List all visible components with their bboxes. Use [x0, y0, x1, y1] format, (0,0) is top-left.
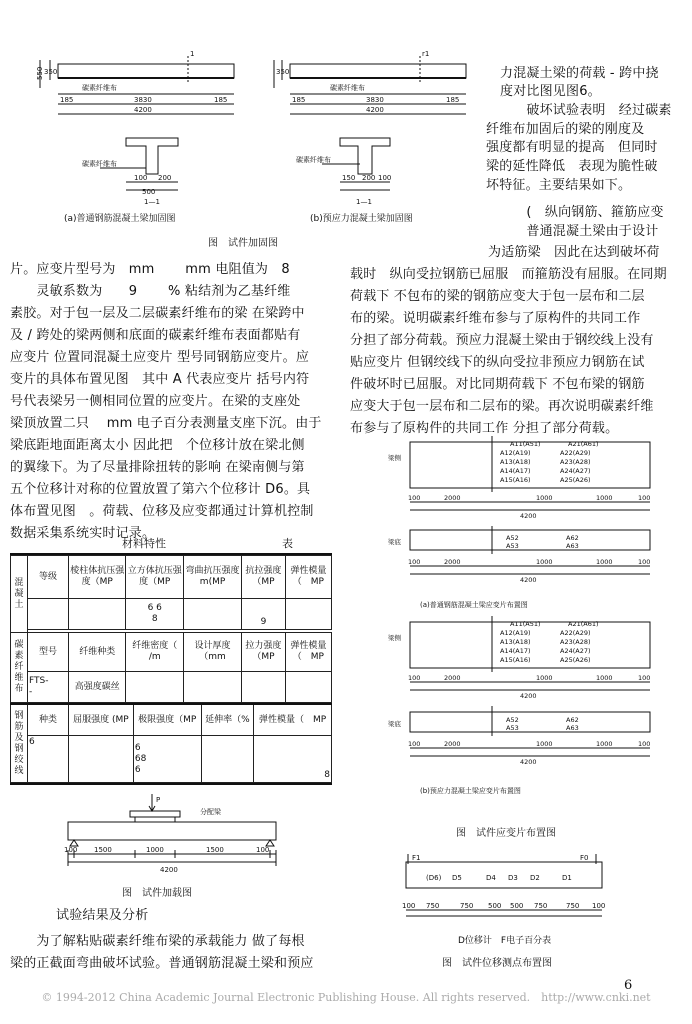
- table-header: 屈服强度 (MP: [69, 704, 134, 736]
- caption-strain-panel-a: (a)普通钢筋混凝土梁应变片布置图: [420, 601, 528, 609]
- dim-label: 750: [534, 902, 548, 910]
- text-line: 强度都有明显的提高 但同时: [486, 140, 658, 155]
- gauge-f1-label: F1: [412, 854, 421, 862]
- figure-displacement: [400, 850, 610, 972]
- dim-label: 100: [638, 674, 651, 682]
- table-cell: 混凝土: [11, 556, 28, 633]
- gauge-label: A24(A27): [560, 467, 591, 475]
- dim-label: 1000: [536, 494, 553, 502]
- text-line: 载时 纵向受拉钢筋已屈服 而箍筋没有屈服。在同期: [350, 267, 667, 282]
- dim-b-185a: 185: [292, 96, 306, 104]
- section-title: 试验结果及分析: [56, 908, 149, 923]
- table-cell: 8: [254, 736, 332, 783]
- gauge-label: A62: [566, 716, 579, 724]
- dim-b-185b: 185: [446, 96, 460, 104]
- text-line: 五个位移计对称的位置放置了第六个位移计 D6。具: [10, 482, 311, 497]
- reinforcement-drawings: [30, 48, 470, 228]
- caption-figure-displacement: 图 试件位移测点布置图: [442, 958, 552, 969]
- dim-a-200: 200: [158, 174, 172, 182]
- text-line: 分担了部分荷载。预应力混凝土梁由于钢绞线上没有: [350, 333, 654, 348]
- text-line: 片。应变片型号为 mm mm 电阻值为 8: [10, 262, 290, 277]
- beam-b-section: [340, 138, 390, 174]
- dim-label: 2000: [444, 558, 461, 566]
- dim-label: 1000: [596, 674, 613, 682]
- cut-mark-a: 1: [190, 50, 195, 58]
- dim-label: 100: [408, 740, 421, 748]
- dim-label: 100: [638, 740, 651, 748]
- table-header: 抗拉强度（MP: [242, 556, 286, 599]
- text-line: 体布置见图 。荷载、位移及应变都通过计算机控制: [10, 504, 314, 519]
- gauge-label: A21(A61): [568, 620, 599, 628]
- text-line: 布参与了原构件的共同工作 分担了部分荷载。: [350, 421, 619, 436]
- gauge-label: A22(A29): [560, 629, 591, 637]
- text-line: 为适筋梁 因此在达到破坏荷: [488, 245, 660, 260]
- gauge-d2-label: D2: [530, 874, 540, 882]
- table-cell: 钢筋及钢绞线: [11, 704, 28, 783]
- dim-b-3830: 3830: [366, 96, 384, 104]
- dim-b-4200: 4200: [366, 106, 384, 114]
- gauge-label: A15(A16): [500, 476, 531, 484]
- displacement-legend: D位移计 F电子百分表: [458, 936, 552, 946]
- gauge-label: A14(A17): [500, 647, 531, 655]
- table-row: [11, 599, 332, 630]
- caption-figure-loading: 图 试件加载图: [122, 888, 192, 899]
- dim-label: 1000: [536, 674, 553, 682]
- gauge-d6-label: (D6): [426, 874, 442, 882]
- table-row: [11, 704, 332, 736]
- gauge-label: A52: [506, 534, 519, 542]
- text-line: 普通混凝土梁由于设计: [500, 224, 659, 239]
- caption-figure-strain: 图 试件应变片布置图: [456, 828, 556, 839]
- table-cell: [69, 599, 126, 630]
- gauge-label: A13(A18): [500, 638, 531, 646]
- beam-bottom-label: 梁底: [388, 538, 401, 546]
- table-header: 种类: [28, 704, 69, 736]
- load-label: P: [156, 796, 161, 804]
- table-cell: [183, 599, 241, 630]
- dim-a-185b: 185: [214, 96, 228, 104]
- gauge-label: A25(A26): [560, 476, 591, 484]
- dim-label: 1500: [94, 846, 112, 854]
- gauge-label: A23(A28): [560, 458, 591, 466]
- text-line: 布的梁。说明碳素纤维布参与了原构件的共同工作: [350, 311, 641, 326]
- gauge-label: A22(A29): [560, 449, 591, 457]
- text-line: 及 / 跨处的梁两侧和底面的碳素纤维布表面都贴有: [10, 328, 301, 343]
- strain-gauge-drawings: [360, 436, 670, 816]
- beam-side-label: 梁侧: [388, 454, 401, 462]
- dim-label: 100: [408, 494, 421, 502]
- section-mark-b: 1—1: [356, 198, 372, 206]
- text-line: 梁顶放置二只 mm 电子百分表测量支座下沉。由于: [10, 416, 322, 431]
- dim-label: 4200: [520, 512, 537, 520]
- dim-label: 4200: [520, 758, 537, 766]
- dim-label: 1000: [536, 740, 553, 748]
- dim-label: 1000: [596, 740, 613, 748]
- gauge-label: A15(A16): [500, 656, 531, 664]
- gauge-label: A63: [566, 542, 579, 550]
- caption-panel-b: (b)预应力混凝土梁加固图: [310, 214, 413, 224]
- text-line: 纤维布加固后的梁的刚度及: [486, 122, 645, 137]
- gauge-label: A11(A51): [510, 620, 541, 628]
- table-cell: 9: [242, 599, 286, 630]
- footer-copyright: © 1994-2012 China Academic Journal Electronic Publishing House. All rights reserved. http://www.cnki.net: [41, 991, 651, 1004]
- table-cell: [285, 599, 331, 630]
- table-header: 型号: [28, 633, 69, 672]
- beam-a-elevation: [58, 64, 234, 78]
- table-header: 极限强度（MP: [133, 704, 201, 736]
- table-cell: [69, 736, 134, 783]
- dim-a-3830: 3830: [134, 96, 152, 104]
- beam-side-label: 梁侧: [388, 634, 401, 642]
- gauge-d1-label: D1: [562, 874, 572, 882]
- page-number: 6: [624, 978, 633, 993]
- dim-a-500: 500: [142, 188, 156, 196]
- table-row: [11, 556, 332, 599]
- dim-label: 1500: [206, 846, 224, 854]
- caption-strain-panel-b: (b)预应力混凝土梁应变片布置图: [420, 787, 521, 795]
- beam-a-bottom: [410, 530, 650, 550]
- gauge-label: A12(A19): [500, 449, 531, 457]
- gauge-label: A52: [506, 716, 519, 724]
- text-line: 梁底距地面距离太小 因此把 个位移计放在梁北侧: [10, 438, 305, 453]
- table-cell: 碳素纤维布: [11, 633, 28, 703]
- table-cell: [242, 672, 286, 703]
- table-header: 弹性模量（ MP: [254, 704, 332, 736]
- table-cell: [201, 736, 254, 783]
- table-header: 弯曲抗压强度 m(MP: [183, 556, 241, 599]
- table-header: 延伸率（%: [201, 704, 254, 736]
- beam-b-bottom: [410, 712, 650, 732]
- dim-label: 100: [408, 674, 421, 682]
- dim-label: 100: [256, 846, 270, 854]
- text-line: 贴应变片 但钢绞线下的纵向受拉非预应力钢筋在试: [350, 355, 645, 370]
- dim-a-550: 550: [36, 66, 44, 80]
- dim-label: 100: [638, 558, 651, 566]
- dim-b-350: 350: [276, 68, 290, 76]
- text-line: 荷载下 不包布的梁的钢筋应变大于包一层布和二层: [350, 289, 645, 304]
- table-row: [11, 633, 332, 672]
- dim-label: 500: [488, 902, 502, 910]
- table-cell: [28, 599, 69, 630]
- dim-a-350: 350: [44, 68, 58, 76]
- text-line: 数据采集系统实时记录。: [10, 526, 156, 541]
- dim-label: 100: [592, 902, 606, 910]
- table-cell: FTS- -: [28, 672, 69, 703]
- gauge-f0-label: F0: [580, 854, 589, 862]
- test-beam: [68, 822, 276, 840]
- dim-label: 750: [426, 902, 440, 910]
- figure-strain-gauges: [360, 436, 670, 846]
- text-line: 件破坏时已屈服。对比同期荷载下 不包布梁的钢筋: [350, 377, 645, 392]
- gauge-d3-label: D3: [508, 874, 518, 882]
- cfrp-section-label-b: 碳素纤维布: [296, 156, 331, 164]
- dim-label: 1000: [146, 846, 164, 854]
- distribution-beam-label: 分配梁: [200, 808, 221, 816]
- table-row: [11, 736, 332, 783]
- table-number: 表: [282, 537, 293, 550]
- gauge-label: A53: [506, 542, 519, 550]
- dim-b-200: 200: [362, 174, 376, 182]
- text-line: 度对比图见图6。: [500, 84, 601, 99]
- section-mark-a: 1—1: [144, 198, 160, 206]
- text-line: 应变片 位置同混凝土应变片 型号同钢筋应变片。应: [10, 350, 310, 365]
- text-line: 梁的正截面弯曲破坏试验。普通钢筋混凝土梁和预应: [10, 956, 314, 971]
- table-header: 棱柱体抗压强度（MP: [69, 556, 126, 599]
- caption-figure-reinforcement: 图 试件加固图: [208, 238, 278, 249]
- table-cell: 6 68 6: [133, 736, 201, 783]
- dim-label: 2000: [444, 674, 461, 682]
- gauge-label: A11(A51): [510, 440, 541, 448]
- cut-mark-b: r1: [422, 50, 430, 58]
- table-header: 立方体抗压强度（MP: [126, 556, 183, 599]
- text-line: 应变大于包一层布和二层布的梁。再次说明碳素纤维: [350, 399, 654, 414]
- dim-label: 100: [402, 902, 416, 910]
- material-table: [10, 553, 332, 785]
- table-header: 拉力强度（MP: [242, 633, 286, 672]
- text-line: 的翼缘下。为了尽量排除扭转的影响 在梁南侧与第: [10, 460, 305, 475]
- cfrp-section-label-a: 碳素纤维布: [82, 160, 117, 168]
- text-line: 素胶。对于包一层及二层碳素纤维布的梁 在梁跨中: [10, 306, 305, 321]
- dim-label: 2000: [444, 740, 461, 748]
- gauge-d5-label: D5: [452, 874, 462, 882]
- text-line: ( 纵向钢筋、箍筋应变: [500, 205, 664, 220]
- text-line: 力混凝土梁的荷载 - 跨中挠: [500, 66, 659, 81]
- beam-a-section: [126, 138, 178, 174]
- text-line: 为了解粘贴碳素纤维布梁的承载能力 做了每根: [10, 934, 305, 949]
- dim-label: 750: [460, 902, 474, 910]
- dim-label: 4200: [160, 866, 178, 874]
- text-line: 破坏试验表明 经过碳素: [500, 103, 672, 118]
- figure-loading: [60, 792, 286, 902]
- text-line: 号代表梁另一侧相同位置的应变片。在梁的支座处: [10, 394, 301, 409]
- table-header: 设计厚度（mm: [183, 633, 241, 672]
- dim-label: 1000: [536, 558, 553, 566]
- dim-label: 100: [64, 846, 78, 854]
- table-cell: 6 6 8: [126, 599, 183, 630]
- dim-b-150: 150: [342, 174, 356, 182]
- table-header: 纤维密度（ /m: [126, 633, 183, 672]
- caption-panel-a: (a)普通钢筋混凝土梁加固图: [64, 214, 176, 224]
- figure-reinforcement: [30, 48, 470, 256]
- dim-label: 1000: [596, 494, 613, 502]
- gauge-label: A12(A19): [500, 629, 531, 637]
- dim-label: 4200: [520, 576, 537, 584]
- table-cell: [126, 672, 183, 703]
- table-row: [11, 672, 332, 703]
- table-title: 材料特性: [122, 537, 166, 550]
- gauge-label: A25(A26): [560, 656, 591, 664]
- gauge-label: A53: [506, 724, 519, 732]
- beam-bottom-label: 梁底: [388, 720, 401, 728]
- gauge-d4-label: D4: [486, 874, 496, 882]
- gauge-label: A23(A28): [560, 638, 591, 646]
- text-line: 灵敏系数为 9 % 粘结剂为乙基纤维: [10, 284, 291, 299]
- displacement-drawing: [400, 850, 610, 946]
- dim-label: 500: [510, 902, 524, 910]
- table-cell: [183, 672, 241, 703]
- distribution-beam: [130, 811, 180, 817]
- table-header: 等级: [28, 556, 69, 599]
- table-cell: [285, 672, 331, 703]
- gauge-label: A14(A17): [500, 467, 531, 475]
- dim-label: 2000: [444, 494, 461, 502]
- gauge-label: A21(A61): [568, 440, 599, 448]
- text-line: 变片的具体布置见图 其中 A 代表应变片 括号内符: [10, 372, 310, 387]
- table-cell: 高强度碳丝: [69, 672, 126, 703]
- gauge-label: A24(A27): [560, 647, 591, 655]
- gauge-label: A13(A18): [500, 458, 531, 466]
- dim-label: 750: [566, 902, 580, 910]
- table-header: 弹性模量（ MP: [285, 633, 331, 672]
- text-line: 梁的延性降低 表现为脆性破: [486, 159, 658, 174]
- beam-b-elevation: [290, 64, 466, 78]
- text-line: 坏特征。主要结果如下。: [486, 178, 632, 193]
- dim-label: 1000: [596, 558, 613, 566]
- dim-label: 100: [408, 558, 421, 566]
- cfrp-label-a: 碳素纤维布: [82, 84, 117, 92]
- table-header: 弹性模量（ MP: [285, 556, 331, 599]
- dim-a-4200: 4200: [134, 106, 152, 114]
- loading-drawing: [60, 792, 286, 882]
- gauge-label: A62: [566, 534, 579, 542]
- table-header: 纤维种类: [69, 633, 126, 672]
- dim-a-100: 100: [134, 174, 148, 182]
- dim-a-185a: 185: [60, 96, 74, 104]
- cfrp-label-b: 碳素纤维布: [330, 84, 365, 92]
- dim-label: 4200: [520, 692, 537, 700]
- dim-b-100: 100: [378, 174, 392, 182]
- gauge-label: A63: [566, 724, 579, 732]
- table-cell: 6: [28, 736, 69, 783]
- dim-label: 100: [638, 494, 651, 502]
